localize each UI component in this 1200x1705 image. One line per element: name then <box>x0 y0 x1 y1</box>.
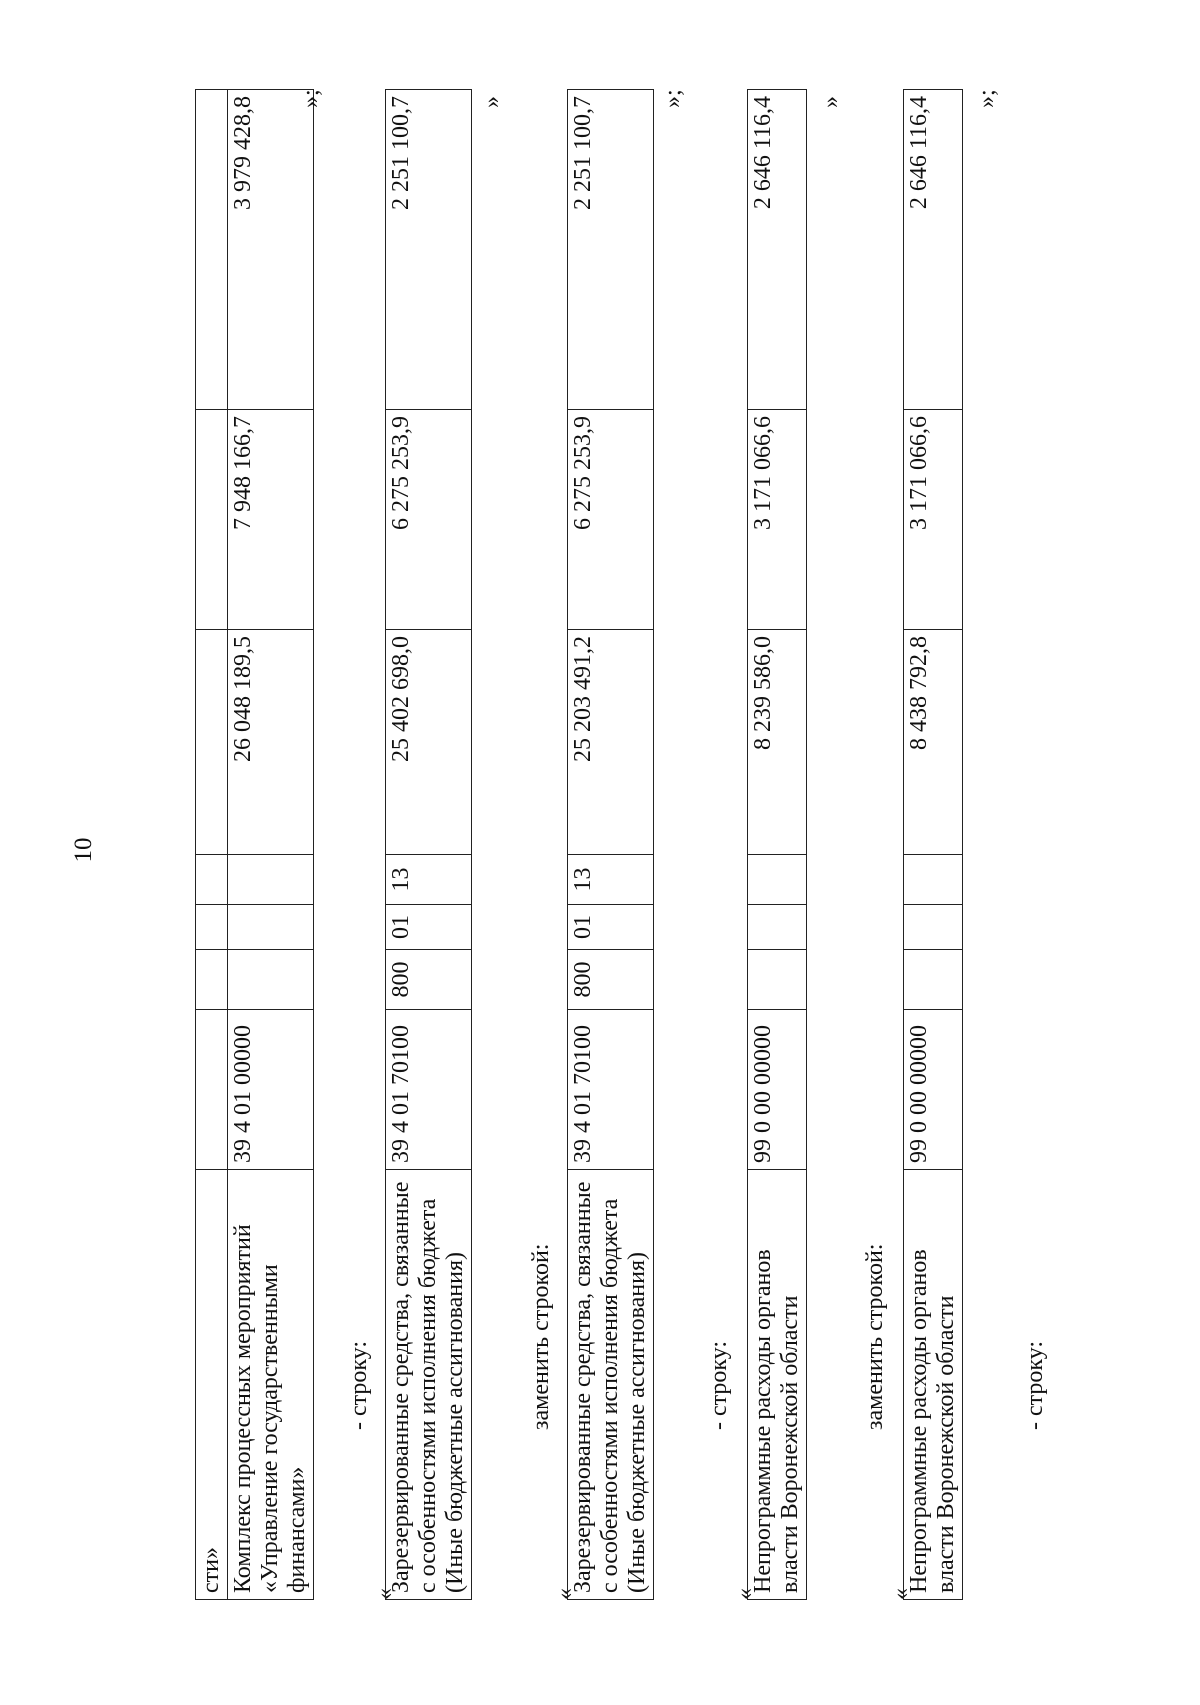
caption-replace: заменить строкой: <box>862 1243 888 1430</box>
reserved-old-table <box>385 89 472 1600</box>
row-vr <box>228 950 314 1010</box>
row-value-3: 2 251 100,7 <box>386 90 472 410</box>
nonprog-old-block <box>747 90 807 1600</box>
row-rz <box>228 905 314 950</box>
row-value-3: 2 646 116,4 <box>904 90 963 410</box>
row-value-1: 8 239 586,0 <box>748 630 807 855</box>
continuation-row <box>196 90 228 1600</box>
row-pr: 13 <box>386 855 472 905</box>
row-value-1: 25 402 698,0 <box>386 630 472 855</box>
row-name: Непрограммные расходы органов власти Воронежской области <box>904 1170 963 1600</box>
reserved-new-block <box>567 90 654 1600</box>
closing-mark: »; <box>298 89 324 108</box>
table-row <box>568 90 654 1600</box>
row-value-1: 25 203 491,2 <box>568 630 654 855</box>
row-vr: 800 <box>386 950 472 1010</box>
row-pr <box>748 855 807 905</box>
page-number: 10 <box>70 837 97 863</box>
nonprog-old-table <box>747 89 807 1600</box>
row-rz <box>904 905 963 950</box>
row-value-2: 3 171 066,6 <box>748 410 807 630</box>
row-name: Зарезервированные средства, связанные с особенностями исполнения бюджета (Иные бюджетные ассигнования) <box>386 1170 472 1600</box>
row-name: Комплекс процессных мероприятий «Управление государственными финансами» <box>228 1170 314 1600</box>
closing-mark: » <box>479 96 505 108</box>
caption-replace: заменить строкой: <box>528 1243 554 1430</box>
row-code: 99 0 00 00000 <box>904 1010 963 1170</box>
table-row <box>386 90 472 1600</box>
row-name: Непрограммные расходы органов власти Воронежской области <box>748 1170 807 1600</box>
row-rz: 01 <box>568 905 654 950</box>
row-vr <box>748 950 807 1010</box>
caption-row: - строку: <box>706 1340 732 1430</box>
row-code: 39 4 01 00000 <box>228 1010 314 1170</box>
row-value-1: 8 438 792,8 <box>904 630 963 855</box>
opening-mark: « <box>732 1588 758 1600</box>
table-row <box>748 90 807 1600</box>
row-value-2: 3 171 066,6 <box>904 410 963 630</box>
document-body <box>195 90 1095 1600</box>
row-value-3: 3 979 428,8 <box>228 90 314 410</box>
caption-row: - строку: <box>346 1340 372 1430</box>
table-row <box>904 90 963 1600</box>
row-value-3: 2 251 100,7 <box>568 90 654 410</box>
closing-mark: »; <box>660 89 686 108</box>
top-table <box>195 89 314 1600</box>
top-table-block <box>195 90 314 1600</box>
row-vr: 800 <box>568 950 654 1010</box>
row-value-2: 6 275 253,9 <box>386 410 472 630</box>
nonprog-new-block <box>903 90 963 1600</box>
row-pr <box>228 855 314 905</box>
closing-mark: »; <box>974 89 1000 108</box>
row-code: 39 4 01 70100 <box>386 1010 472 1170</box>
row-name: Зарезервированные средства, связанные с особенностями исполнения бюджета (Иные бюджетные ассигнования) <box>568 1170 654 1600</box>
row-rz: 01 <box>386 905 472 950</box>
opening-mark: « <box>888 1588 914 1600</box>
row-value-2: 7 948 166,7 <box>228 410 314 630</box>
caption-row: - строку: <box>1022 1340 1048 1430</box>
row-code: 39 4 01 70100 <box>568 1010 654 1170</box>
reserved-new-table <box>567 89 654 1600</box>
opening-mark: « <box>372 1588 398 1600</box>
row-pr: 13 <box>568 855 654 905</box>
row-vr <box>904 950 963 1010</box>
row-value-2: 6 275 253,9 <box>568 410 654 630</box>
row-rz <box>748 905 807 950</box>
row-value-3: 2 646 116,4 <box>748 90 807 410</box>
table-row <box>228 90 314 1600</box>
row-code: 99 0 00 00000 <box>748 1010 807 1170</box>
row-value-1: 26 048 189,5 <box>228 630 314 855</box>
opening-mark: « <box>552 1588 578 1600</box>
nonprog-new-table <box>903 89 963 1600</box>
reserved-old-block <box>385 90 472 1600</box>
continuation-text: сти» <box>196 1170 228 1600</box>
row-pr <box>904 855 963 905</box>
closing-mark: » <box>818 96 844 108</box>
